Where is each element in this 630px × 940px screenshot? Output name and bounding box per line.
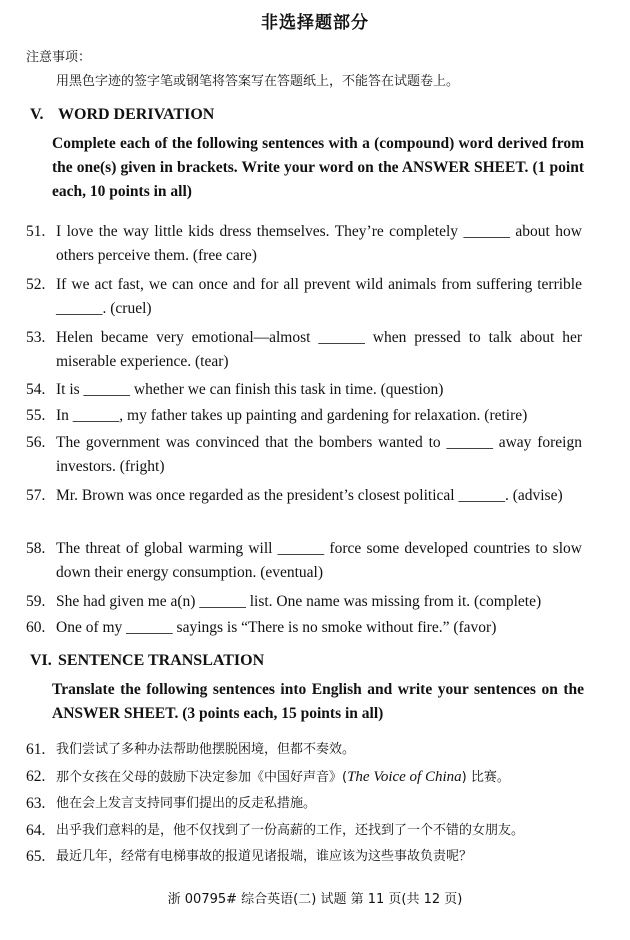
question-text-part: ) 比赛。: [461, 770, 510, 785]
page-title: 非选择题部分: [261, 13, 369, 33]
question-number: 60.: [26, 619, 46, 636]
question-64: [26, 819, 582, 843]
question-text: Helen became very emotional—almost ______ when pressed to talk about her miserable experience. (tear): [56, 329, 582, 370]
question-text: If we act fast, we can once and for all prevent wild animals from suffering terrible ______. (cruel): [56, 276, 582, 317]
question-number: 57.: [26, 487, 46, 504]
question-text: The threat of global warming will ______ force some developed countries to slow down their energy consumption. (eventual): [56, 540, 582, 581]
question-text: The government was convinced that the bombers wanted to ______ away foreign investors. (fright): [56, 434, 582, 475]
question-text: It is ______ whether we can finish this task in time. (question): [56, 381, 444, 398]
section-5-heading: [30, 106, 214, 124]
section-6-title: SENTENCE TRANSLATION: [58, 652, 265, 669]
question-text-part: 那个女孩在父母的鼓励下决定参加《中国好声音》(: [56, 770, 348, 785]
question-55: [26, 404, 582, 428]
section-5-instruction: Complete each of the following sentences with a (compound) word derived from the one(s) given in brackets. Write your word on the ANSWER SHEET. (1 point each, 10 points in all): [52, 135, 584, 200]
question-number: 58.: [26, 540, 46, 557]
question-number: 56.: [26, 434, 46, 451]
notice-label: 注意事项：: [26, 50, 92, 65]
notice-text: 用黑色字迹的签字笔或钢笔将答案写在答题纸上，不能答在试题卷上。: [56, 74, 460, 89]
question-58: [26, 537, 582, 585]
section-5-number: V.: [30, 106, 44, 123]
question-text: 出乎我们意料的是，他不仅找到了一份高薪的工作，还找到了一个不错的女朋友。: [56, 823, 525, 838]
question-65: [26, 845, 582, 869]
question-63: [26, 792, 582, 816]
section-5-title: WORD DERIVATION: [58, 106, 215, 123]
question-number: 54.: [26, 381, 46, 398]
question-53: [26, 326, 582, 374]
question-number: 61.: [26, 741, 46, 758]
question-text: One of my ______ sayings is “There is no smoke without fire.” (favor): [56, 619, 497, 636]
question-54: [26, 378, 582, 402]
page-footer: 浙 00795# 综合英语(二) 试题 第 11 页(共 12 页): [167, 892, 463, 907]
question-number: 64.: [26, 822, 46, 839]
question-text: 最近几年，经常有电梯事故的报道见诸报端，谁应该为这些事故负责呢？: [56, 849, 473, 864]
question-59: [26, 590, 582, 614]
question-number: 65.: [26, 848, 46, 865]
question-60: [26, 616, 582, 640]
question-number: 59.: [26, 593, 46, 610]
question-text: 我们尝试了多种办法帮助他摆脱困境，但都不奏效。: [56, 742, 356, 757]
question-text: In ______, my father takes up painting and gardening for relaxation. (retire): [56, 407, 528, 424]
section-6-number: VI.: [30, 652, 52, 669]
question-56: [26, 431, 582, 479]
question-62: [26, 765, 582, 790]
question-number: 53.: [26, 329, 46, 346]
question-text: She had given me a(n) ______ list. One name was missing from it. (complete): [56, 593, 542, 610]
question-number: 62.: [26, 768, 46, 785]
question-51: [26, 220, 582, 268]
question-number: 51.: [26, 223, 46, 240]
question-number: 55.: [26, 407, 46, 424]
question-number: 52.: [26, 276, 46, 293]
question-57: [26, 484, 582, 508]
question-text: Mr. Brown was once regarded as the president’s closest political ______. (advise): [56, 487, 563, 504]
question-number: 63.: [26, 795, 46, 812]
question-text: [56, 765, 582, 790]
question-text: I love the way little kids dress themselves. They’re completely ______ about how others perceive them. (free care): [56, 223, 582, 264]
question-61: [26, 738, 582, 762]
section-6-instruction: Translate the following sentences into English and write your sentences on the ANSWER SHEET. (3 points each, 15 points in all): [52, 681, 584, 722]
question-text: 他在会上发言支持同事们提出的反走私措施。: [56, 796, 317, 811]
program-title-italic: The Voice of China: [347, 769, 462, 785]
section-6-heading: [30, 652, 264, 670]
question-52: [26, 273, 582, 321]
